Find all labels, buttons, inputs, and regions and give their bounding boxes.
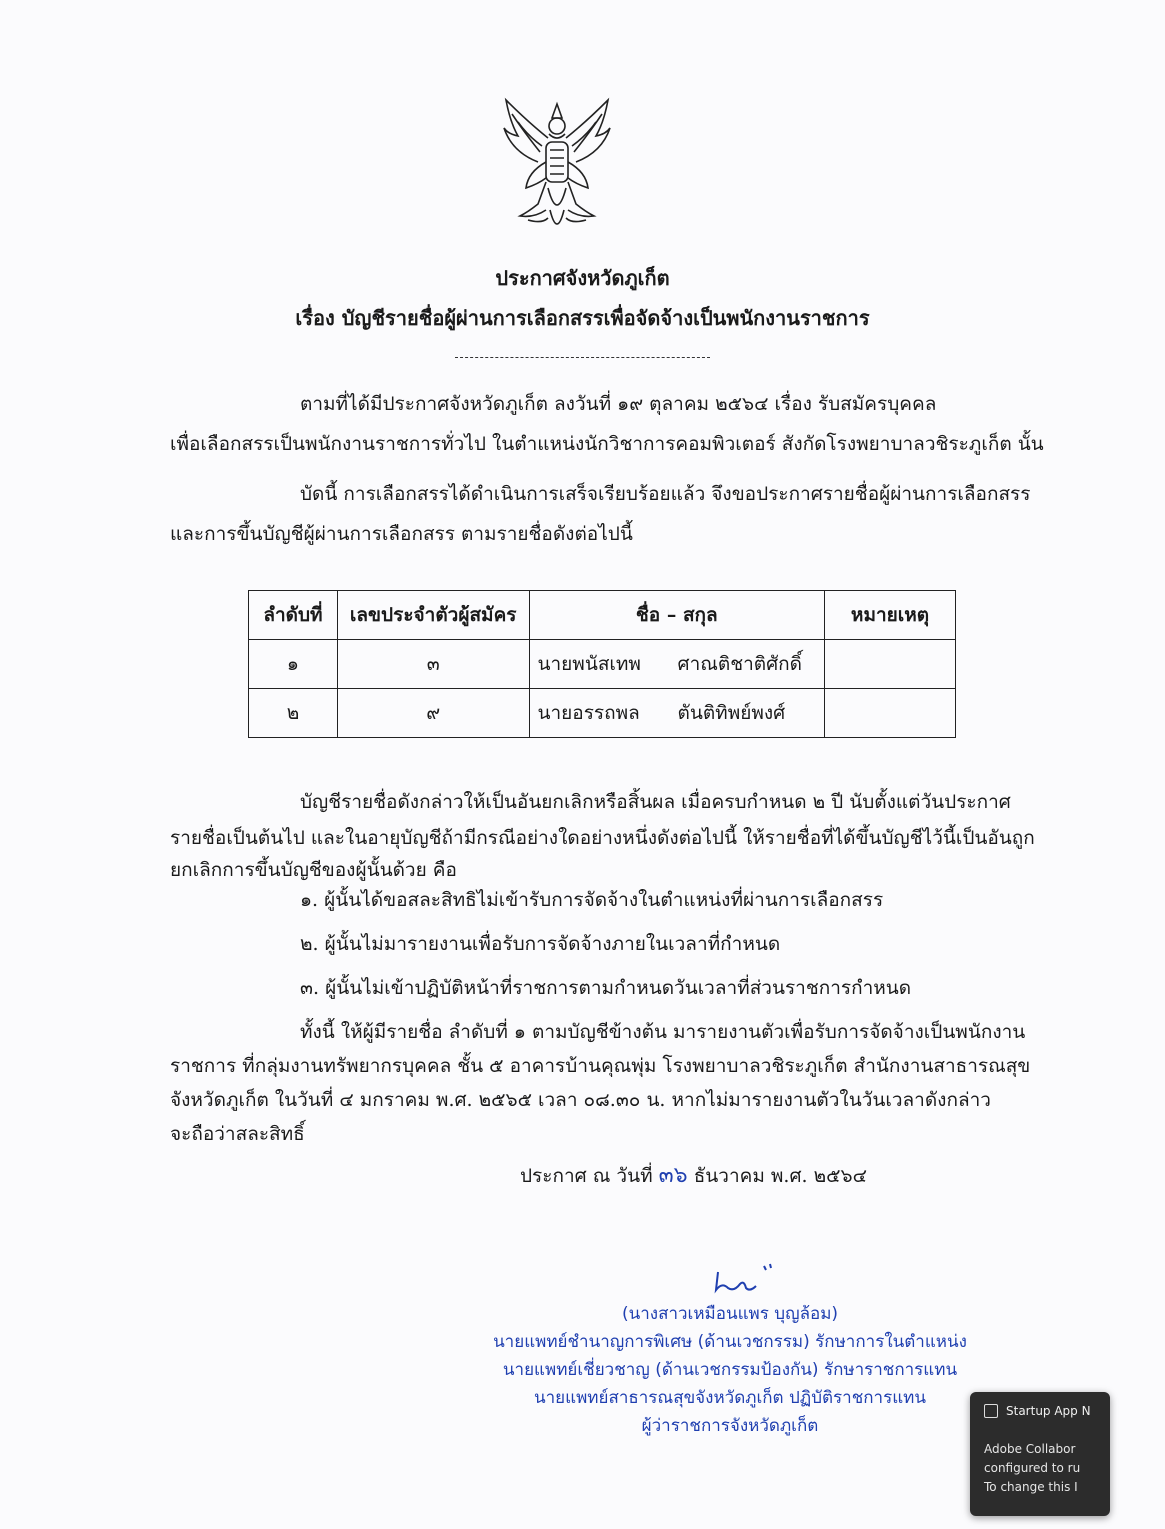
signatory-name: (นางสาวเหมือนแพร บุญล้อม) [621, 1304, 839, 1324]
row-applicant-id: ๓ [337, 640, 529, 689]
paragraph-3-line-2: รายชื่อเป็นต้นไป และในอายุบัญชีถ้ามีกรณีอย่างใดอย่างหนึ่งดังต่อไปนี้ ให้รายชื่อที่ได้ขึ้นบัญชีไว้นี้เป็นอันถูก [170, 827, 1035, 849]
row-remarks [825, 689, 956, 738]
row-last-name: ตันติทิพย์พงศ์ [677, 702, 786, 724]
paragraph-1-line-2: เพื่อเลือกสรรเป็นพนักงานราชการทั่วไป ในตำแหน่งนักวิชาการคอมพิวเตอร์ สังกัดโรงพยาบาลวชิระภูเก็ต นั้น [170, 433, 1044, 455]
date-day-handwritten: ๓๖ [658, 1163, 688, 1188]
signatory-title-2: นายแพทย์เชี่ยวชาญ (ด้านเวชกรรมป้องกัน) รักษาราชการแทน [502, 1360, 958, 1380]
row-first-name: นายอรรถพล [537, 702, 640, 724]
paragraph-2-line-2: และการขึ้นบัญชีผู้ผ่านการเลือกสรร ตามรายชื่อดังต่อไปนี้ [170, 523, 633, 545]
announcement-date [520, 1156, 867, 1196]
notification-line-1: Adobe Collabor [984, 1442, 1076, 1456]
row-remarks [825, 640, 956, 689]
paragraph-3-line-1: บัญชีรายชื่อดังกล่าวให้เป็นอันยกเลิกหรือสิ้นผล เมื่อครบกำหนด ๒ ปี นับตั้งแต่วันประกาศ [300, 791, 1011, 813]
startup-app-notification[interactable] [970, 1392, 1110, 1516]
header-order: ลำดับที่ [249, 591, 338, 640]
document-title: ประกาศจังหวัดภูเก็ต [495, 266, 670, 290]
signatory-block [480, 1300, 980, 1440]
signatory-title-3: นายแพทย์สาธารณสุขจังหวัดภูเก็ต ปฏิบัติราชการแทน [533, 1388, 926, 1408]
paragraph-3-line-3: ยกเลิกการขึ้นบัญชีของผู้นั้นด้วย คือ [170, 859, 457, 881]
condition-item-1: ๑. ผู้นั้นได้ขอสละสิทธิไม่เข้ารับการจัดจ้างในตำแหน่งที่ผ่านการเลือกสรร [300, 889, 884, 911]
table-header-row [249, 591, 956, 640]
signatory-title-1: นายแพทย์ชำนาญการพิเศษ (ด้านเวชกรรม) รักษาการในตำแหน่ง [493, 1332, 967, 1352]
header-full-name: ชื่อ – สกุล [529, 591, 825, 640]
row-order: ๑ [249, 640, 338, 689]
date-prefix: ประกาศ ณ วันที่ [520, 1165, 653, 1187]
row-order: ๒ [249, 689, 338, 738]
header-applicant-id: เลขประจำตัวผู้สมัคร [337, 591, 529, 640]
paragraph-4-line-3: จังหวัดภูเก็ต ในวันที่ ๔ มกราคม พ.ศ. ๒๕๖๕ เวลา ๐๘.๓๐ น. หากไม่มารายงานตัวในวันเวลาดังกล่าว [170, 1089, 991, 1111]
app-window-icon [984, 1404, 998, 1418]
row-applicant-id: ๙ [337, 689, 529, 738]
document-subject: เรื่อง บัญชีรายชื่อผู้ผ่านการเลือกสรรเพื่อจัดจ้างเป็นพนักงานราชการ [295, 306, 870, 330]
row-full-name [529, 640, 825, 689]
garuda-emblem-icon [498, 92, 616, 242]
paragraph-4-line-1: ทั้งนี้ ให้ผู้มีรายชื่อ ลำดับที่ ๑ ตามบัญชีข้างต้น มารายงานตัวเพื่อรับการจัดจ้างเป็นพนักงาน [300, 1021, 1026, 1043]
title-divider [455, 357, 710, 358]
notification-line-3: To change this I [984, 1480, 1078, 1494]
table-row [249, 689, 956, 738]
condition-item-3: ๓. ผู้นั้นไม่เข้าปฏิบัติหน้าที่ราชการตามกำหนดวันเวลาที่ส่วนราชการกำหนด [300, 977, 912, 999]
header-remarks: หมายเหตุ [825, 591, 956, 640]
notification-body [984, 1440, 1080, 1497]
table-row [249, 640, 956, 689]
condition-item-2: ๒. ผู้นั้นไม่มารายงานเพื่อรับการจัดจ้างภายในเวลาที่กำหนด [300, 933, 781, 955]
notification-line-2: configured to ru [984, 1461, 1081, 1475]
signatory-title-4: ผู้ว่าราชการจังหวัดภูเก็ต [641, 1416, 819, 1436]
row-last-name: ศาณติชาติศักดิ์ [677, 653, 803, 675]
notification-title: Startup App N [1006, 1404, 1091, 1418]
paragraph-4-line-2: ราชการ ที่กลุ่มงานทรัพยากรบุคคล ชั้น ๕ อาคารบ้านคุณพุ่ม โรงพยาบาลวชิระภูเก็ต สำนักงานสาธารณสุข [170, 1055, 1031, 1077]
paragraph-2-line-1: บัดนี้ การเลือกสรรได้ดำเนินการเสร็จเรียบร้อยแล้ว จึงขอประกาศรายชื่อผู้ผ่านการเลือกสรร [300, 483, 1031, 505]
date-suffix: ธันวาคม พ.ศ. ๒๕๖๔ [693, 1165, 867, 1187]
row-first-name: นายพนัสเทพ [537, 653, 641, 675]
paragraph-4-line-4: จะถือว่าสละสิทธิ์ [170, 1123, 305, 1145]
row-full-name [529, 689, 825, 738]
candidate-table [248, 590, 956, 738]
paragraph-1-line-1: ตามที่ได้มีประกาศจังหวัดภูเก็ต ลงวันที่ ๑๙ ตุลาคม ๒๕๖๔ เรื่อง รับสมัครบุคคล [300, 393, 937, 415]
handwritten-signature [710, 1262, 780, 1302]
notification-header [984, 1404, 1091, 1418]
